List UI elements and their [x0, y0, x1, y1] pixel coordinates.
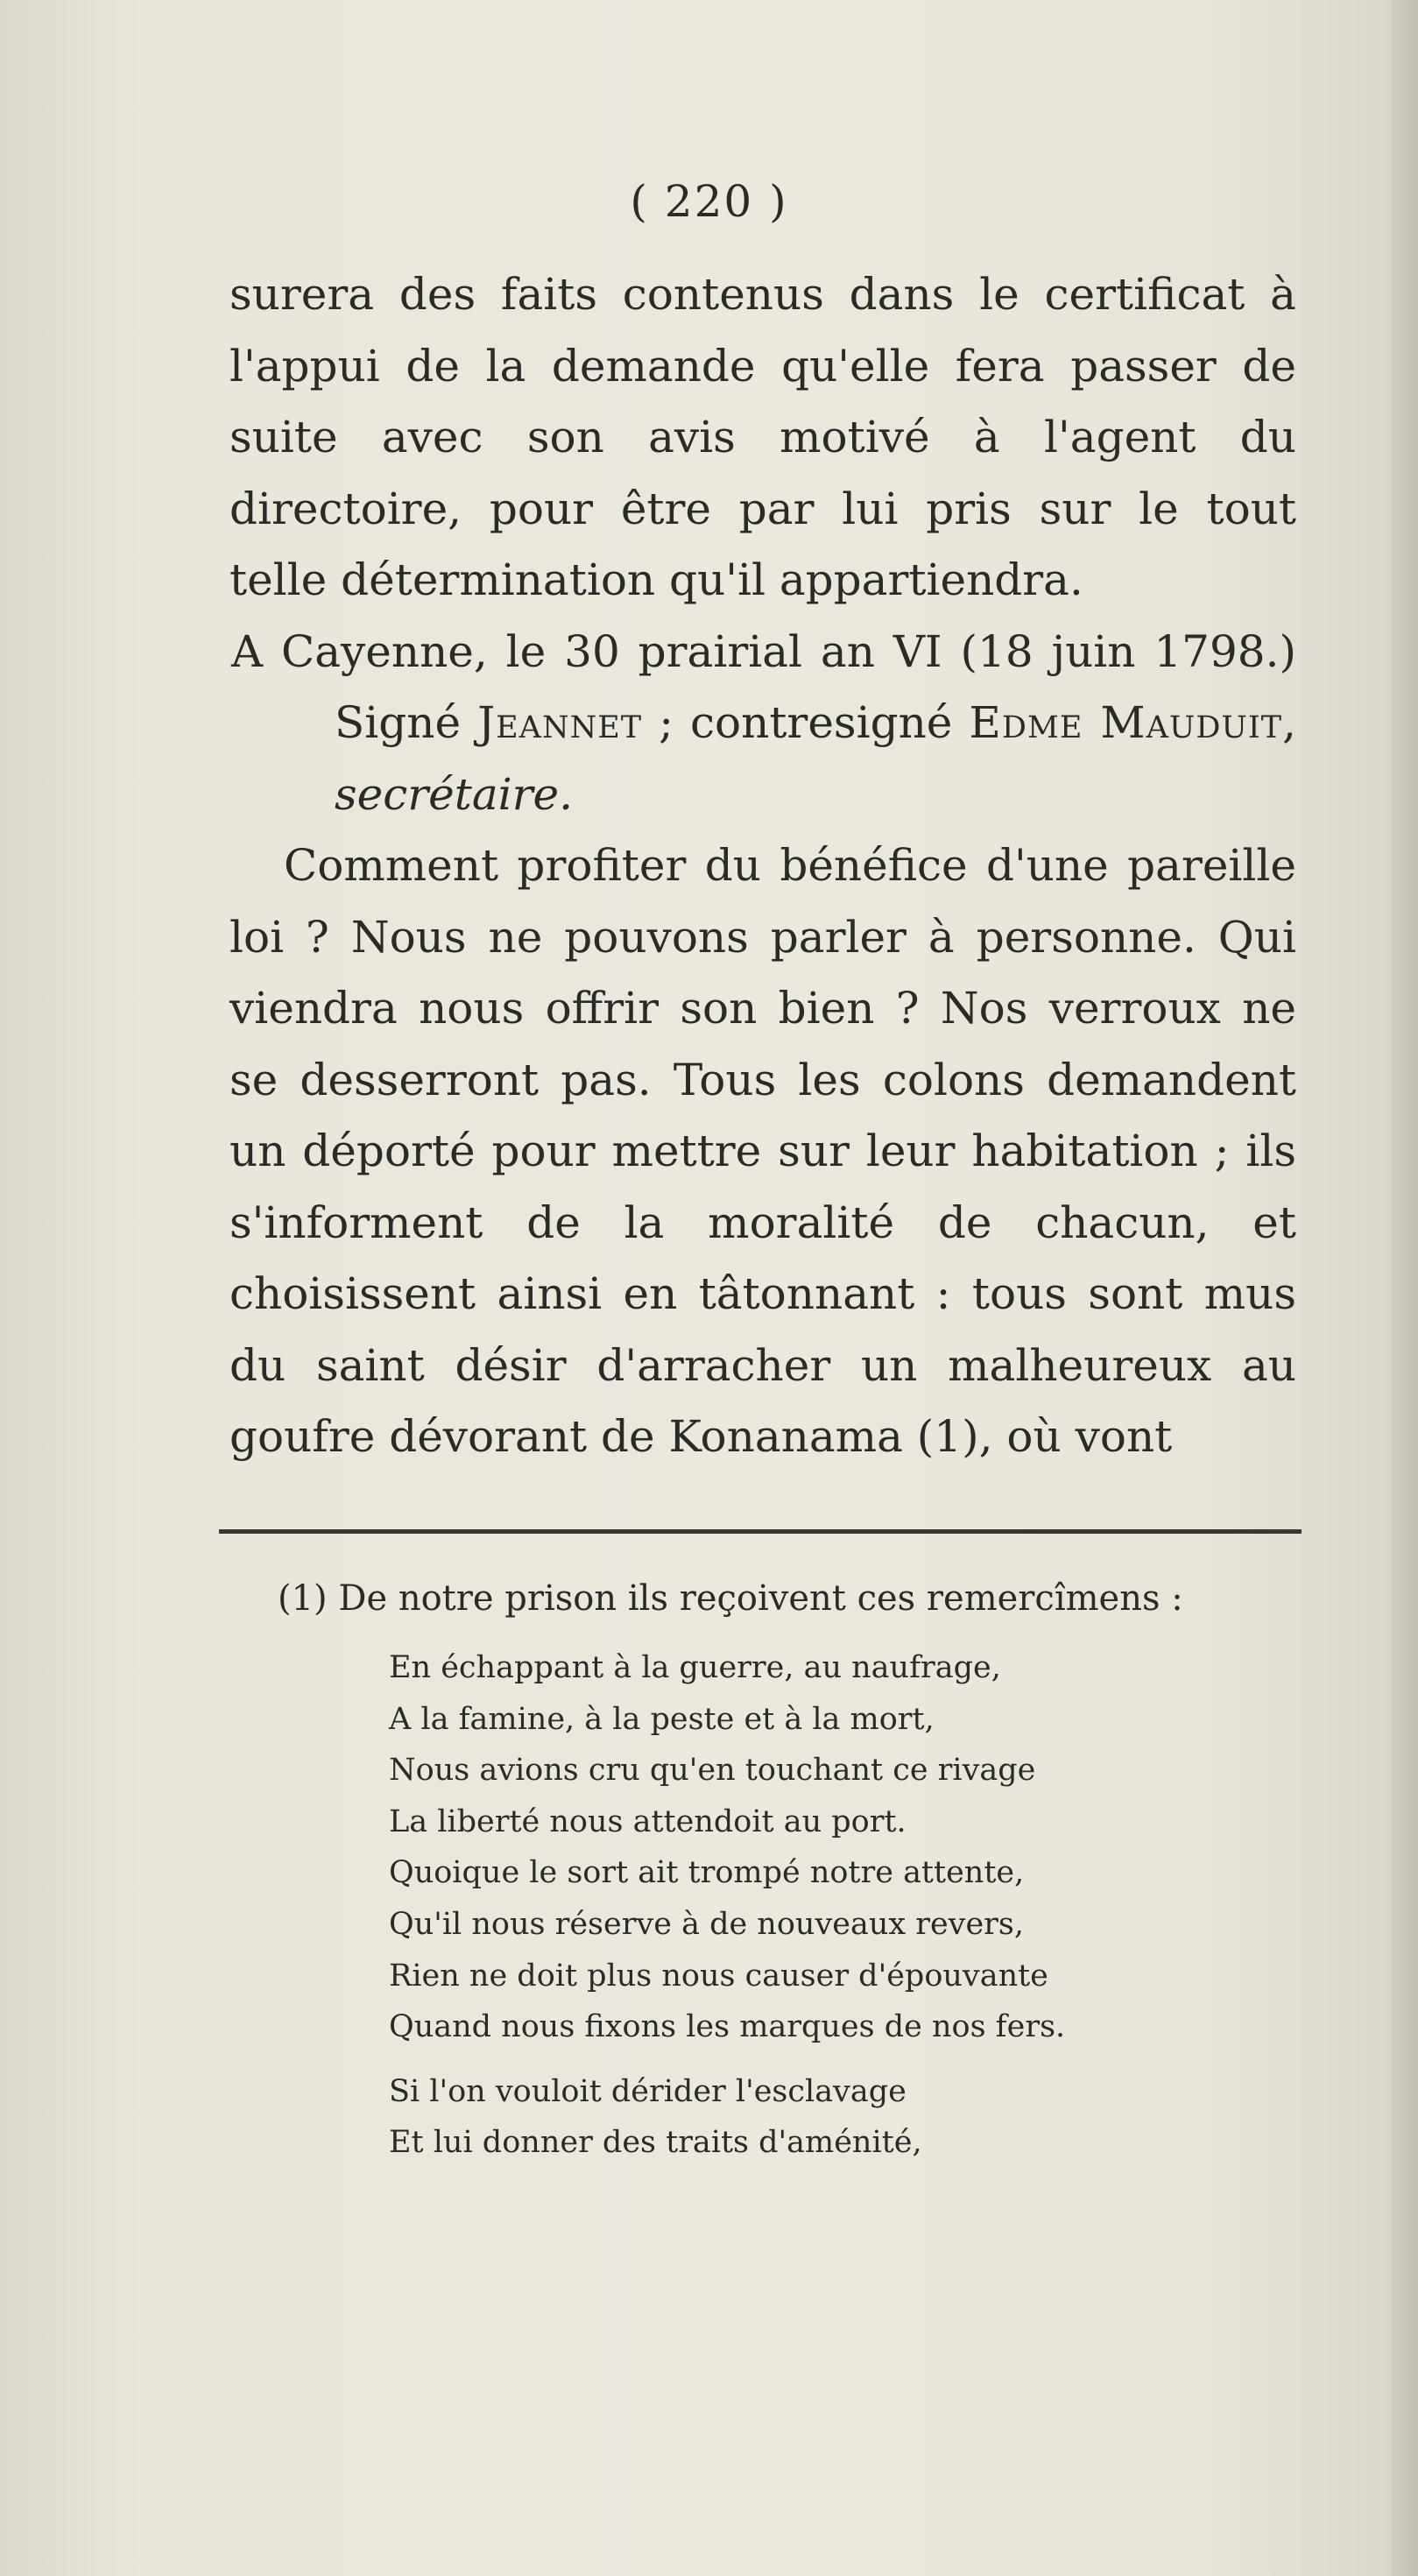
poem-line: Quoique le sort ait trompé notre attente,: [389, 1855, 1025, 1891]
signer-name: Jeannet: [477, 697, 643, 748]
poem-line: Quand nous fixons les marques de nos fers.: [389, 2009, 1066, 2045]
footnote-intro: (1) De notre prison ils reçoivent ces remercîmens :: [278, 1578, 1183, 1619]
poem-line: A la famine, à la peste et à la mort,: [389, 1701, 935, 1737]
signer-title: secrétaire.: [335, 768, 574, 820]
poem-line: Et lui donner des traits d'aménité,: [389, 2125, 922, 2161]
paragraph-body: Comment profiter du bénéfice d'une pareille loi ? Nous ne pouvons parler à personne. Qui viendra nous offrir son bien ? Nos verroux ne se desserront pas. Tous les colons demandent un déporté pour mettre sur leur habitation ; ils s'informent de la moralité de chacun, et choisissent ainsi en tâtonnant : tous sont mus du saint désir d'arracher un malheureux au goufre dévorant de Konanama (1), où vont: [229, 840, 1296, 1462]
poem-line: Qu'il nous réserve à de nouveaux revers,: [389, 1906, 1024, 1942]
page-edge-shadow: [1391, 0, 1418, 2576]
poem-line: La liberté nous attendoit au port.: [389, 1803, 907, 1839]
poem-line: Nous avions cru qu'en touchant ce rivage: [389, 1753, 1036, 1789]
dateline-signature: [229, 617, 1296, 831]
title-separator: ,: [1282, 697, 1297, 748]
paragraph-continuation: surera des faits contenus dans le certificat à l'appui de la demande qu'elle fera passer de suite avec son avis motivé à l'agent du directoire, pour être par lui pris sur le tout telle détermination qu'il appartiendra.: [229, 269, 1296, 605]
poem-line: En échappant à la guerre, au naufrage,: [389, 1650, 1001, 1685]
countersigner-name: Edme Mauduit: [969, 697, 1283, 748]
dateline-text: A Cayenne, le 30 prairial an VI (18 juin 1798.) Signé: [231, 625, 1296, 748]
poem-line: Si l'on vouloit dérider l'esclavage: [389, 2073, 907, 2109]
footnote-divider: [219, 1529, 1302, 1534]
countersigned-text: ; contresigné: [642, 697, 970, 748]
poem-line: Rien ne doit plus nous causer d'épouvante: [389, 1958, 1048, 1994]
page-number: ( 220 ): [630, 176, 788, 227]
main-text-block: [229, 259, 1296, 1473]
footnote-poem: [389, 1642, 1265, 2169]
